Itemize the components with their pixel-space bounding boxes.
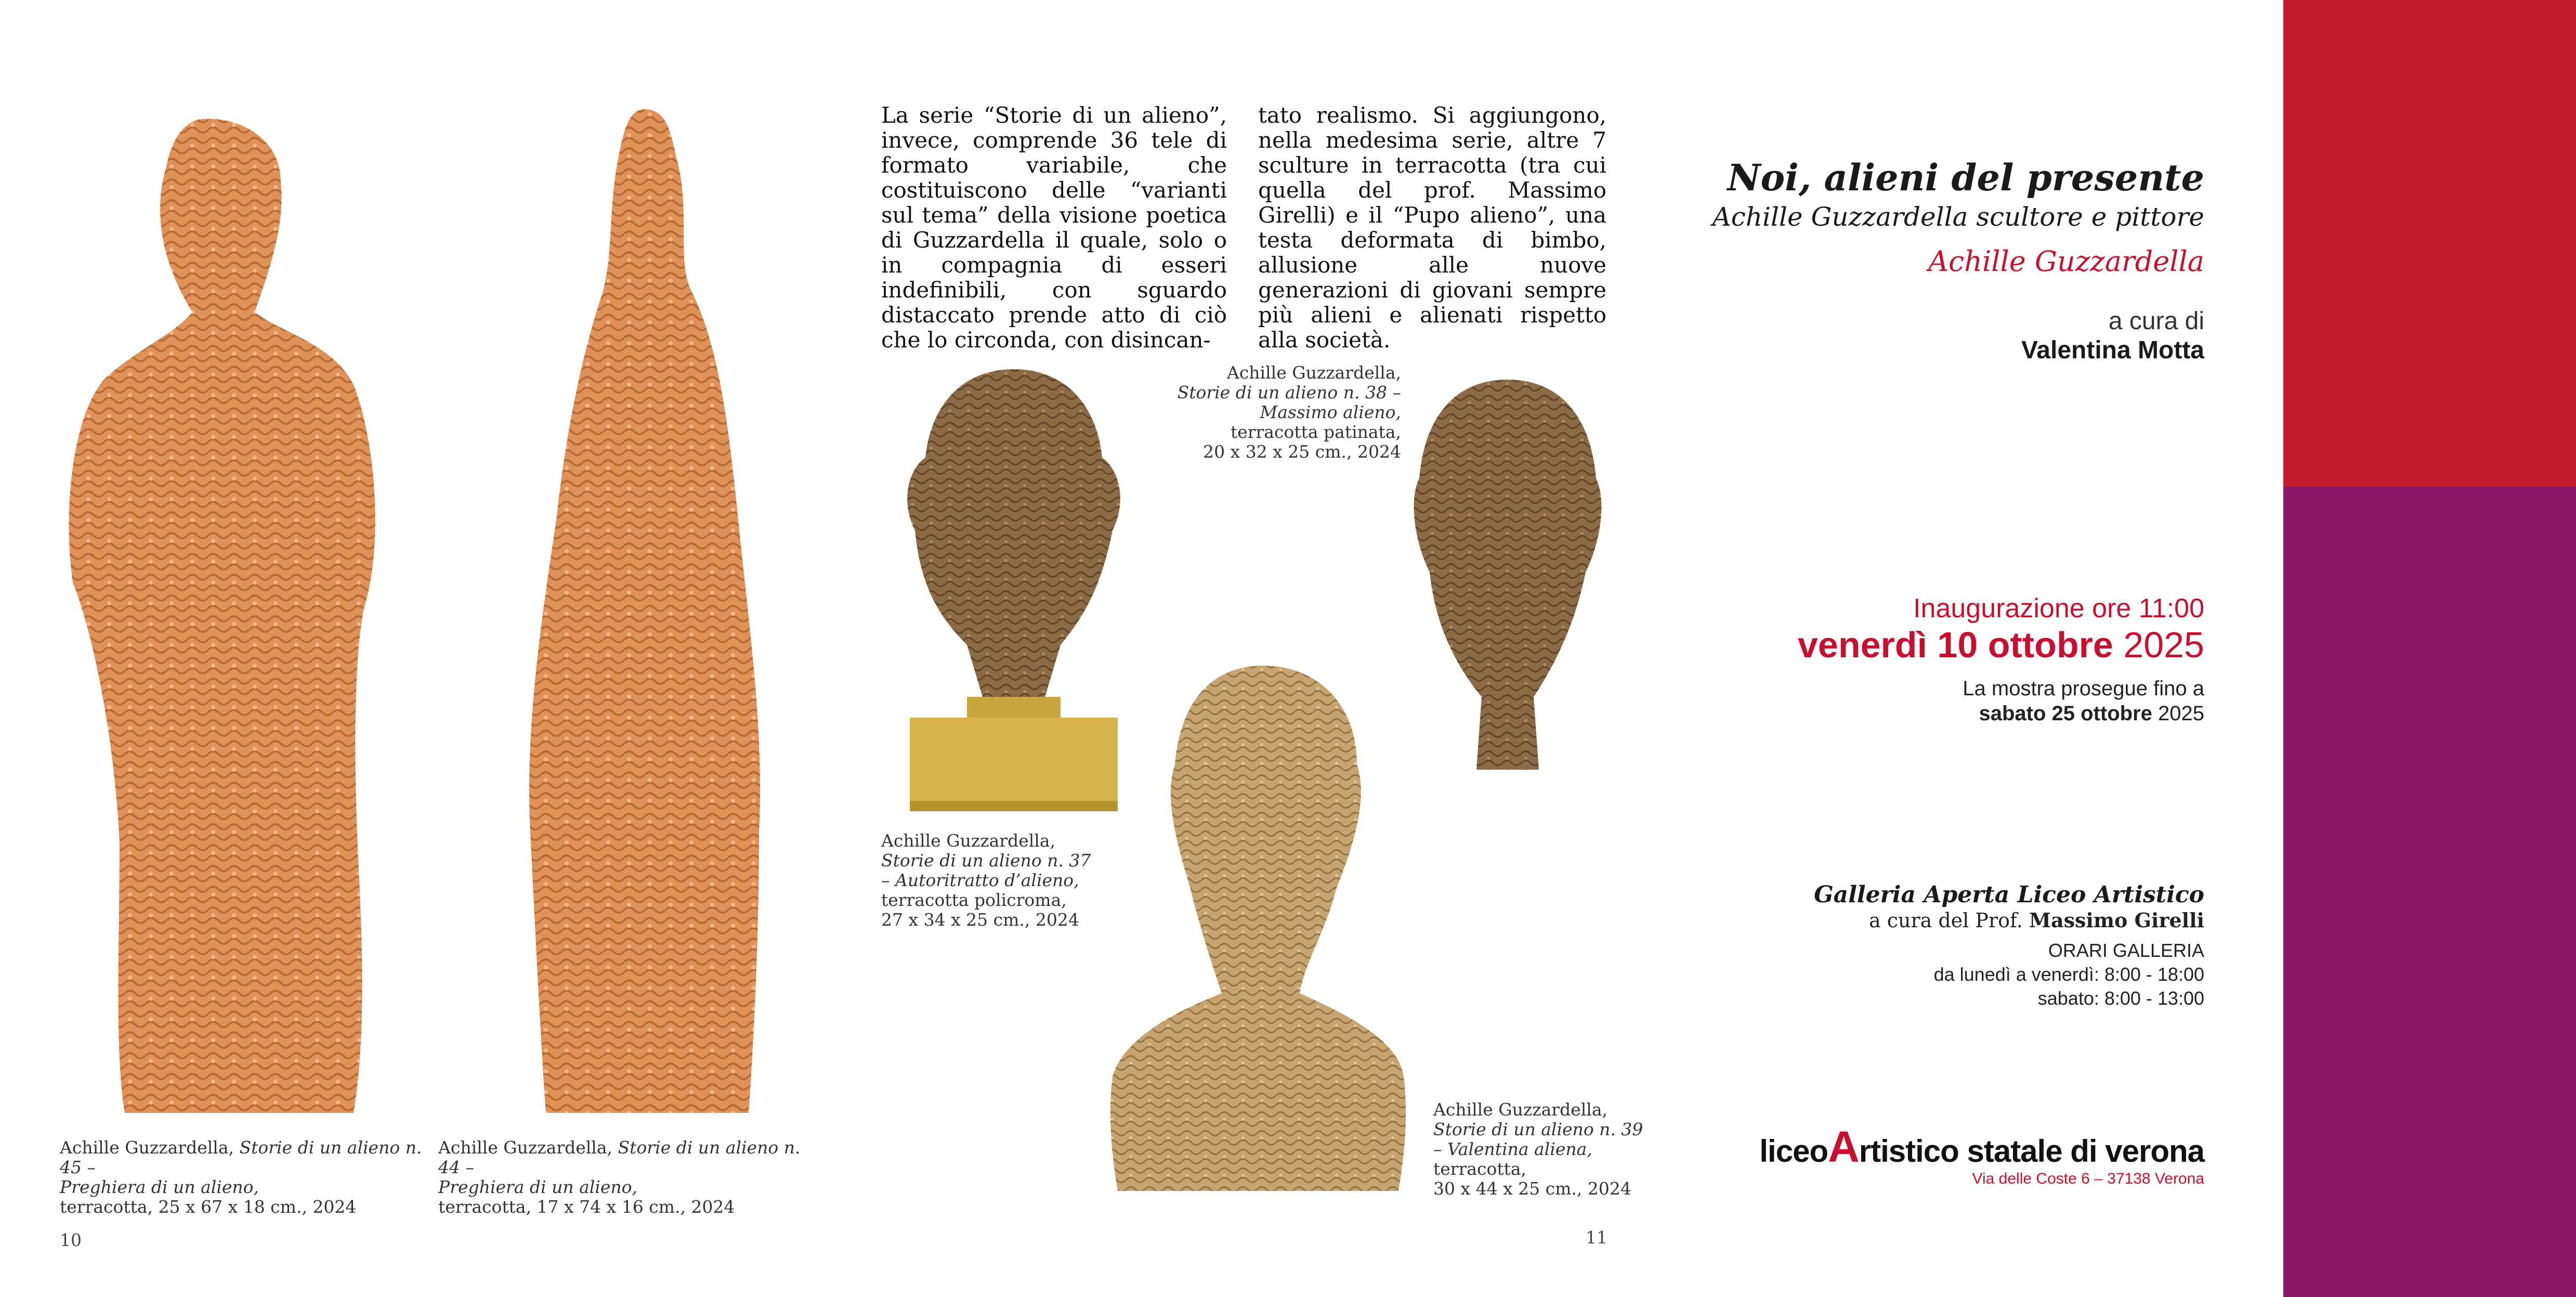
caption-44: Achille Guzzardella, Storie di un alieno n. 44 – Preghiera di un alieno, terracotta, 17 x 74 x 16 cm., 2024: [438, 1137, 801, 1217]
bust-38-image: [1409, 374, 1606, 775]
logo-text: liceoArtistico statale di verona: [1759, 1122, 2204, 1171]
school-logo: [1695, 1122, 2204, 1188]
inauguration-date: [1695, 624, 2204, 666]
inauguration-year: 2025: [2123, 625, 2204, 665]
cover-title: Noi, alieni del presente: [1727, 156, 2204, 199]
sculpture-44-image: [520, 104, 769, 1123]
sculpture-45-image: [62, 114, 390, 1129]
cover-subtitle: Achille Guzzardella scultore e pittore: [1712, 202, 2204, 232]
caption-37: Achille Guzzardella, Storie di un alieno n. 37 – Autoritratto d’alieno, terracotta policroma, 27 x 34 x 25 cm., 2024: [881, 831, 1091, 930]
gallery-name: Galleria Aperta Liceo Artistico: [1814, 881, 2204, 908]
continues-label: La mostra prosegue fino a: [1963, 677, 2204, 700]
band-purple: [2283, 486, 2576, 1297]
gallery-block: [1695, 881, 2204, 1010]
inauguration-time: Inaugurazione ore 11:00: [1913, 593, 2204, 624]
gallery-curator: a cura del Prof. Massimo Girelli: [1868, 909, 2204, 932]
body-text-col2: tato realismo. Si aggiungono, nella medesima serie, altre 7 sculture in terracotta (tra cui quella del prof. Massimo Girelli) e il “Pupo alieno”, una testa deformata di bimbo, allusione alle nuove generazioni di giovani sempre più alieni e alienati rispetto alla società.: [1258, 102, 1606, 353]
caption-39: Achille Guzzardella, Storie di un alieno n. 39 – Valentina aliena, terracotta, 30 x 44 x 25 cm., 2024: [1433, 1099, 1643, 1199]
bust-37-image: [889, 364, 1139, 811]
body-text-col1: La serie “Storie di un alieno”, invece, comprende 36 tele di formato variabile, che costituiscono delle “varianti sul tema” della visione poetica di Guzzardella il quale, solo o in compagnia di esseri indefinibili, con sguardo distaccato prende atto di ciò che lo circonda, con disincan-: [881, 102, 1227, 353]
curated-label: a cura di: [2108, 307, 2204, 335]
hours-title: ORARI GALLERIA: [2048, 940, 2204, 961]
caption-45: Achille Guzzardella, Storie di un alieno n. 45 – Preghiera di un alieno, terracotta, 25 x 67 x 18 cm., 2024: [60, 1137, 422, 1217]
page-number-right: 11: [1586, 1227, 1607, 1248]
band-red: [2283, 0, 2576, 486]
end-date: sabato 25 ottobre 2025: [1979, 702, 2204, 725]
logo-a-mark: A: [1828, 1122, 1859, 1171]
school-address: Via delle Coste 6 – 37138 Verona: [1972, 1170, 2204, 1187]
cover-artist: Achille Guzzardella: [1928, 245, 2204, 278]
cover-block: [1695, 156, 2204, 365]
dates-block: [1695, 593, 2204, 726]
page-number-left: 10: [60, 1230, 82, 1250]
bust-39-image: [1107, 660, 1409, 1196]
hours-weekdays: da lunedì a venerdì: 8:00 - 18:00: [1933, 964, 2204, 985]
caption-38: Achille Guzzardella, Storie di un alieno n. 38 – Massimo alieno, terracotta patinata, 20 x 32 x 25 cm., 2024: [1177, 362, 1401, 462]
hours-saturday: sabato: 8:00 - 13:00: [2037, 988, 2204, 1009]
curator-name: Valentina Motta: [2021, 336, 2204, 364]
inauguration-day: venerdì 10 ottobre: [1797, 625, 2113, 665]
